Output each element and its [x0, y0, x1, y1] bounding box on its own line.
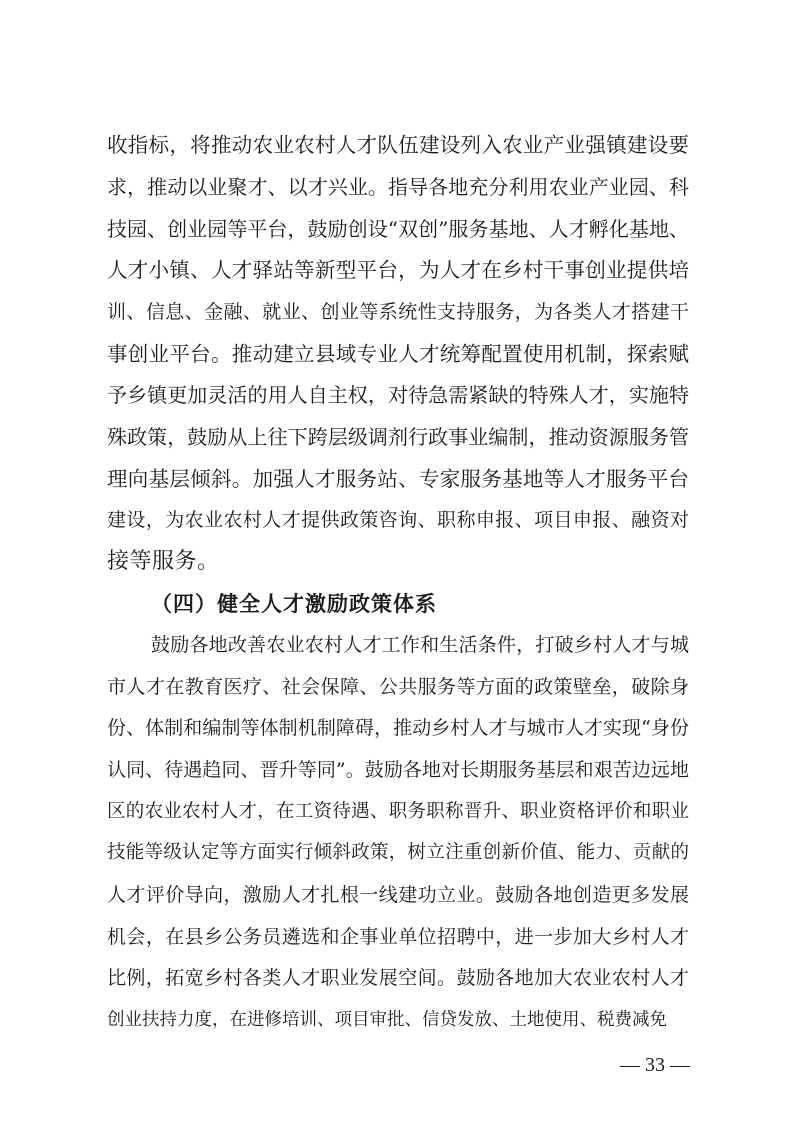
body-text-line: 收指标，将推动农业农村人才队伍建设列入农业产业强镇建设要 [107, 133, 689, 157]
body-text-line: 鼓励各地改善农业农村人才工作和生活条件，打破乡村人才与城 [151, 634, 689, 656]
body-text-line: 训、信息、金融、就业、创业等系统性支持服务，为各类人才搭建干 [107, 301, 689, 323]
body-text-line: 区的农业农村人才，在工资待遇、职务职称晋升、职业资格评价和职业 [107, 801, 689, 822]
body-text-line: 予乡镇更加灵活的用人自主权，对待急需紧缺的特殊人才，实施特 [107, 383, 689, 407]
body-text-line: 殊政策，鼓励从上往下跨层级调剂行政事业编制，推动资源服务管 [107, 425, 689, 449]
section-heading: （四）健全人才激励政策体系 [151, 592, 437, 616]
body-text-line: 认同、待遇趋同、晋升等同”。鼓励各地对长期服务基层和艰苦边远地 [107, 759, 689, 781]
body-text-line: 理向基层倾斜。加强人才服务站、专家服务基地等人才服务平台 [107, 467, 689, 491]
body-text-line: 技园、创业园等平台，鼓励创设“双创”服务基地、人才孵化基地、 [107, 217, 689, 241]
body-text-line: 人才小镇、人才驿站等新型平台，为人才在乡村干事创业提供培 [107, 258, 689, 282]
body-text-line: 人才评价导向，激励人才扎根一线建功立业。鼓励各地创造更多发展 [107, 884, 689, 906]
body-text-line: 建设，为农业农村人才提供政策咨询、职称申报、项目申报、融资对 [107, 509, 689, 531]
body-text-line: 机会，在县乡公务员遴选和企事业单位招聘中，进一步加大乡村人才 [107, 926, 689, 948]
body-text-line: 接等服务。 [107, 549, 220, 574]
body-text-line: 创业扶持力度，在进修培训、项目审批、信贷发放、土地使用、税费减免 [107, 1010, 667, 1030]
body-text-line: 技能等级认定等方面实行倾斜政策，树立注重创新价值、能力、贡献的 [107, 842, 689, 863]
body-text-line: 求，推动以业聚才、以才兴业。指导各地充分利用农业产业园、科 [107, 175, 689, 199]
page-number: — 33 — [620, 1054, 690, 1076]
body-text-line: 份、体制和编制等体制机制障碍，推动乡村人才与城市人才实现“身份 [107, 717, 689, 739]
body-text-line: 事创业平台。推动建立县域专业人才统筹配置使用机制，探索赋 [107, 342, 689, 366]
body-text-line: 市人才在教育医疗、社会保障、公共服务等方面的政策壁垒，破除身 [107, 676, 689, 698]
body-text-line: 比例，拓宽乡村各类人才职业发展空间。鼓励各地加大农业农村人才 [107, 967, 689, 989]
